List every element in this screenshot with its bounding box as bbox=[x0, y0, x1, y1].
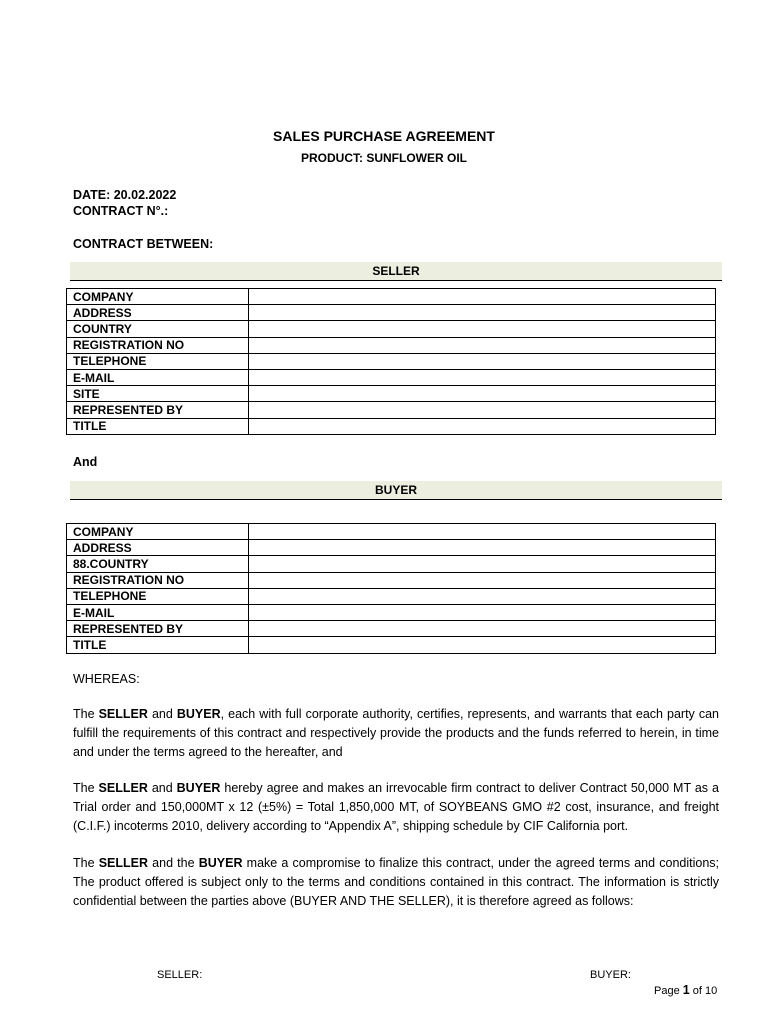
buyer-field-value[interactable] bbox=[249, 540, 716, 556]
table-row bbox=[67, 305, 716, 321]
seller-term: SELLER bbox=[98, 707, 148, 721]
page-number bbox=[654, 983, 717, 997]
text-run: hereby agree and makes an irrevocable firm contract to deliver Contract 50,000 MT as a Trial order and 150,000MT x 12 (±5%) = Total 1,850,000 MT, of SOYBEANS GMO #2 cost, insurance, and freight (C.I.F.) incoterms 2010, delivery according to “Appendix A”, shipping schedule by CIF California port. bbox=[73, 781, 719, 833]
text-run: , each with full corporate authority, certifies, represents, and warrants that each party can fulfill the requirements of this contract and respectively provide the products and the funds referred to herein, in time and under the terms agreed to the hereafter, and bbox=[73, 707, 719, 759]
buyer-field-value[interactable] bbox=[249, 621, 716, 637]
contract-date: DATE: 20.02.2022 bbox=[73, 188, 177, 202]
buyer-field-value[interactable] bbox=[249, 588, 716, 604]
and-connector: And bbox=[73, 455, 98, 469]
table-row bbox=[67, 402, 716, 418]
page-prefix: Page bbox=[654, 985, 683, 997]
buyer-field-label: E-MAIL bbox=[67, 604, 249, 620]
text-run: The bbox=[73, 781, 99, 795]
table-row bbox=[67, 524, 716, 540]
seller-field-label: E-MAIL bbox=[67, 369, 249, 385]
table-row bbox=[67, 369, 716, 385]
seller-field-label: COMPANY bbox=[67, 289, 249, 305]
table-row bbox=[67, 556, 716, 572]
seller-field-value[interactable] bbox=[249, 402, 716, 418]
buyer-field-value[interactable] bbox=[249, 572, 716, 588]
seller-field-label: REGISTRATION NO bbox=[67, 337, 249, 353]
buyer-field-label: REGISTRATION NO bbox=[67, 572, 249, 588]
text-run: and the bbox=[148, 856, 199, 870]
product-subtitle: PRODUCT: SUNFLOWER OIL bbox=[301, 151, 467, 165]
page-of: of bbox=[689, 985, 705, 997]
table-row bbox=[67, 386, 716, 402]
text-run: The bbox=[73, 707, 99, 721]
buyer-field-value[interactable] bbox=[249, 556, 716, 572]
seller-section-header: SELLER bbox=[70, 262, 722, 281]
buyer-field-label: TELEPHONE bbox=[67, 588, 249, 604]
table-row bbox=[67, 588, 716, 604]
buyer-signature-label: BUYER: bbox=[590, 969, 631, 981]
page-current: 1 bbox=[682, 983, 690, 997]
table-row bbox=[67, 337, 716, 353]
seller-term: SELLER bbox=[98, 856, 149, 870]
contract-number: CONTRACT N°.: bbox=[73, 204, 169, 218]
page-total: 10 bbox=[705, 985, 718, 997]
buyer-info-table bbox=[66, 523, 716, 654]
table-row bbox=[67, 572, 716, 588]
seller-field-label: REPRESENTED BY bbox=[67, 402, 249, 418]
text-run: The bbox=[73, 856, 99, 870]
table-row bbox=[67, 418, 716, 434]
buyer-term: BUYER bbox=[176, 707, 221, 721]
seller-field-label: TELEPHONE bbox=[67, 353, 249, 369]
table-row bbox=[67, 621, 716, 637]
seller-field-value[interactable] bbox=[249, 353, 716, 369]
seller-field-value[interactable] bbox=[249, 337, 716, 353]
paragraph-3 bbox=[73, 854, 719, 911]
paragraph-1 bbox=[73, 705, 719, 762]
seller-field-label: COUNTRY bbox=[67, 321, 249, 337]
buyer-field-label: COMPANY bbox=[67, 524, 249, 540]
buyer-field-label: ADDRESS bbox=[67, 540, 249, 556]
table-row bbox=[67, 353, 716, 369]
seller-field-value[interactable] bbox=[249, 369, 716, 385]
buyer-field-value[interactable] bbox=[249, 604, 716, 620]
table-row bbox=[67, 604, 716, 620]
buyer-term: BUYER bbox=[198, 856, 243, 870]
buyer-field-value[interactable] bbox=[249, 524, 716, 540]
seller-signature-label: SELLER: bbox=[157, 969, 203, 981]
text-run: make a compromise to finalize this contract, under the agreed terms and conditions; The product offered is subject only to the terms and conditions contained in this contract. The information is strictly confidential between the parties above (BUYER AND THE SELLER), it is therefore agreed as follows: bbox=[73, 856, 719, 908]
table-row bbox=[67, 637, 716, 653]
seller-field-value[interactable] bbox=[249, 386, 716, 402]
document-title: SALES PURCHASE AGREEMENT bbox=[273, 128, 495, 144]
contract-between-label: CONTRACT BETWEEN: bbox=[73, 237, 214, 251]
seller-term: SELLER bbox=[98, 781, 148, 795]
seller-field-value[interactable] bbox=[249, 289, 716, 305]
table-row bbox=[67, 540, 716, 556]
whereas-heading: WHEREAS: bbox=[73, 672, 140, 686]
buyer-term: BUYER bbox=[176, 781, 221, 795]
seller-field-value[interactable] bbox=[249, 418, 716, 434]
buyer-section-header: BUYER bbox=[70, 481, 722, 500]
seller-field-value[interactable] bbox=[249, 305, 716, 321]
buyer-field-value[interactable] bbox=[249, 637, 716, 653]
buyer-field-label: TITLE bbox=[67, 637, 249, 653]
table-row bbox=[67, 289, 716, 305]
buyer-field-label: REPRESENTED BY bbox=[67, 621, 249, 637]
seller-field-label: SITE bbox=[67, 386, 249, 402]
text-run: and bbox=[147, 707, 177, 721]
seller-field-label: TITLE bbox=[67, 418, 249, 434]
buyer-field-label: 88.COUNTRY bbox=[67, 556, 249, 572]
table-row bbox=[67, 321, 716, 337]
text-run: and bbox=[147, 781, 177, 795]
seller-field-value[interactable] bbox=[249, 321, 716, 337]
seller-info-table bbox=[66, 288, 716, 435]
seller-field-label: ADDRESS bbox=[67, 305, 249, 321]
paragraph-2 bbox=[73, 779, 719, 836]
